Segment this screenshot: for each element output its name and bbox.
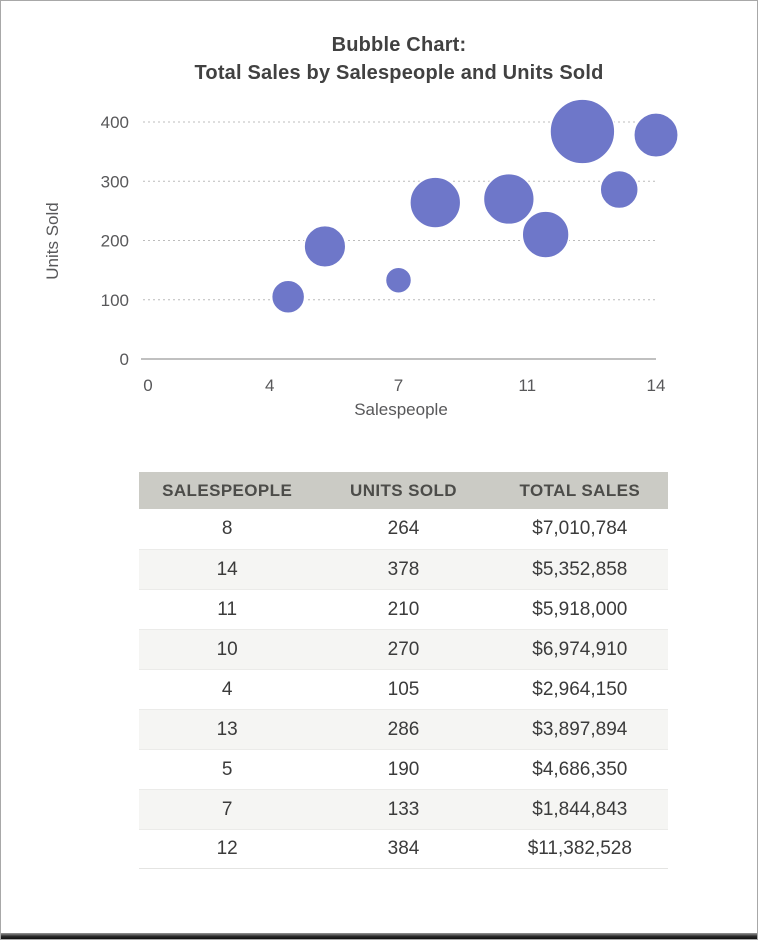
- table-row: [139, 749, 668, 789]
- x-tick-label-7: 7: [393, 376, 404, 395]
- cell-salespeople: 10: [216, 638, 238, 660]
- table-row: [139, 629, 668, 669]
- table-row: [139, 589, 668, 629]
- cell-total-sales: $2,964,150: [532, 678, 628, 700]
- table-row: [139, 829, 668, 869]
- chart-title-line2: Total Sales by Salespeople and Units Sold: [194, 62, 604, 84]
- bubble-salespeople-4: [272, 280, 305, 313]
- chart-title: [41, 31, 757, 87]
- cell-salespeople: 14: [216, 558, 238, 580]
- cell-units-sold: 384: [387, 838, 420, 859]
- cell-total-sales: $1,844,843: [532, 798, 628, 820]
- bubble-chart: [1, 89, 758, 429]
- cell-units-sold: 270: [387, 638, 420, 660]
- cell-units-sold: 133: [387, 798, 420, 820]
- x-axis-title: Salespeople: [354, 400, 448, 419]
- cell-units-sold: 210: [387, 598, 420, 620]
- bubble-salespeople-8: [410, 177, 461, 228]
- cell-units-sold: 286: [387, 718, 420, 740]
- cell-salespeople: 13: [216, 718, 238, 740]
- bubble-salespeople-10: [483, 174, 534, 225]
- cell-salespeople: 4: [221, 678, 233, 700]
- cell-total-sales: $3,897,894: [532, 718, 628, 740]
- x-tick-label-11: 11: [518, 376, 537, 395]
- table-row: [139, 509, 668, 549]
- cell-salespeople: 7: [221, 798, 233, 820]
- x-tick-label-14: 14: [646, 376, 666, 395]
- cell-total-sales: $4,686,350: [532, 758, 628, 780]
- cell-total-sales: $5,352,858: [532, 558, 628, 580]
- cell-total-sales: $7,010,784: [532, 518, 628, 539]
- cell-total-sales: $5,918,000: [532, 598, 628, 620]
- bubble-salespeople-7: [386, 267, 412, 293]
- cell-units-sold: 264: [387, 518, 420, 539]
- y-axis-title: Units Sold: [43, 202, 62, 280]
- table-row: [139, 709, 668, 749]
- bubble-salespeople-5: [304, 226, 346, 268]
- table-row: [139, 789, 668, 829]
- bubble-salespeople-13: [600, 171, 638, 209]
- cell-salespeople: 12: [216, 838, 238, 859]
- bubble-salespeople-12: [550, 99, 615, 164]
- table-row: [139, 549, 668, 589]
- header-salespeople: SALESPEOPLE: [162, 480, 293, 500]
- table-row: [139, 669, 668, 709]
- cell-salespeople: 8: [221, 518, 233, 539]
- x-tick-label-0: 0: [143, 376, 153, 395]
- y-tick-label-400: 400: [100, 113, 129, 132]
- y-tick-label-0: 0: [119, 350, 129, 369]
- table-header-row: [139, 472, 668, 509]
- bubble-salespeople-14: [634, 113, 678, 157]
- cell-salespeople: 5: [221, 758, 233, 780]
- cell-units-sold: 378: [387, 558, 420, 580]
- window-bottom-edge: [1, 933, 757, 939]
- y-tick-label-300: 300: [100, 172, 129, 192]
- header-units-sold: UNITS SOLD: [350, 480, 457, 500]
- table-body: [139, 509, 668, 869]
- y-tick-label-200: 200: [100, 231, 129, 251]
- chart-title-line1: Bubble Chart:: [331, 34, 467, 56]
- bubble-salespeople-11: [522, 211, 569, 258]
- cell-units-sold: 190: [387, 758, 420, 780]
- cell-total-sales: $11,382,528: [527, 838, 632, 859]
- x-tick-label-4: 4: [265, 376, 275, 395]
- cell-total-sales: $6,974,910: [532, 638, 628, 660]
- y-tick-label-100: 100: [100, 290, 129, 310]
- cell-units-sold: 105: [387, 678, 420, 700]
- cell-salespeople: 11: [217, 598, 238, 620]
- header-total-sales: TOTAL SALES: [519, 480, 641, 500]
- data-table: [139, 472, 668, 869]
